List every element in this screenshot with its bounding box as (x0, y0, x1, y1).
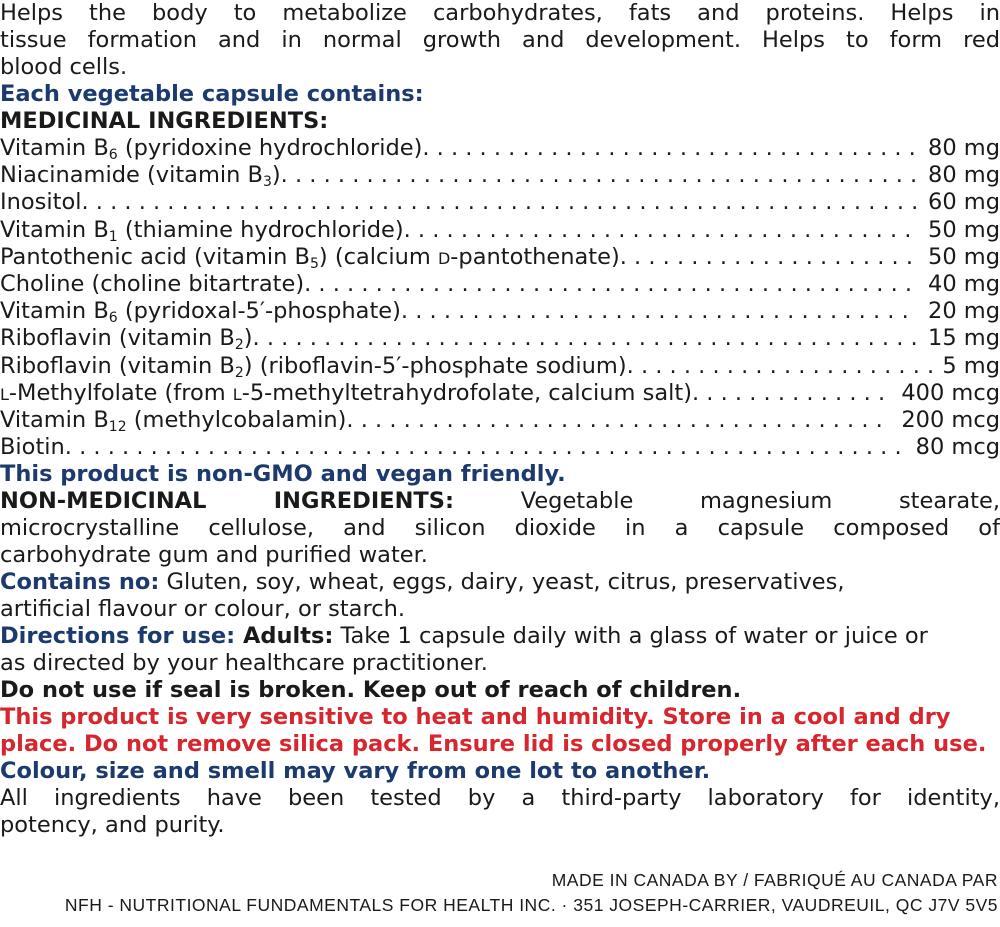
dot-leader (304, 271, 918, 298)
dot-leader (281, 162, 918, 189)
ingredient-name: Vitamin $B_1$ (thiamine hydrochloride) (0, 216, 404, 245)
ingredient-row (0, 189, 1000, 216)
ingredient-row (0, 244, 1000, 271)
ingredient-name: Riboflavin (vitamin $B_2$) (0, 325, 253, 354)
ingredient-name: Niacinamide (vitamin $B_3$) (0, 162, 281, 191)
dot-leader (627, 353, 933, 380)
dot-leader (65, 434, 906, 461)
ingredient-amount: 40 mg (928, 270, 1000, 297)
ingredient-amount: 80 mg (928, 135, 1000, 161)
testing-statement (0, 785, 1000, 839)
ingredient-amount: 20 mg (928, 298, 1000, 325)
ingredient-row (0, 162, 1000, 189)
dot-leader (404, 217, 918, 244)
contains-no-heading: Contains no: (0, 569, 160, 596)
dot-leader (692, 380, 891, 407)
ingredient-amount: 5 mg (942, 352, 1000, 379)
ingredient-amount: 60 mg (928, 189, 1000, 216)
ingredient-name: Vitamin $B_{12}$ (methylcobalamin) (0, 406, 347, 435)
dot-leader (401, 298, 918, 325)
made-in-canada: MADE IN CANADA BY / FABRIQUÉ AU CANADA PAR (551, 870, 998, 890)
testing-line: All ingredients have been tested by a third-party laboratory for identity, (0, 785, 1000, 812)
directions-for-use (0, 623, 1000, 677)
ingredient-amount: 80 mcg (915, 434, 1000, 461)
ingredient-name: Vitamin $B_6$ (pyridoxal-5′-phosphate) (0, 298, 401, 327)
non-medicinal-heading: NON-MEDICINAL INGREDIENTS: (0, 488, 454, 515)
ingredient-name: Vitamin $B_6$ (pyridoxine hydrochloride) (0, 135, 423, 163)
non-medicinal-ingredients (0, 488, 1000, 569)
heat-warning (0, 704, 1000, 758)
non-medicinal-line: NON-MEDICINAL INGREDIENTS: Vegetable magnesium stearate, (0, 488, 1000, 515)
ingredient-row (0, 380, 1000, 407)
ingredient-name: Biotin (0, 434, 65, 461)
intro-line: blood cells. (0, 54, 128, 80)
ingredient-list (0, 135, 1000, 461)
colour-note: Colour, size and smell may vary from one lot to another. (0, 758, 711, 785)
ingredient-name: Riboflavin (vitamin $B_2$) (riboflavin-5′-phosphate sodium) (0, 352, 627, 381)
contains-no (0, 569, 1000, 623)
ingredient-row (0, 407, 1000, 434)
dot-leader (346, 407, 891, 434)
directions-line: as directed by your healthcare practitioner. (0, 650, 488, 677)
ingredient-amount: 50 mg (928, 216, 1000, 243)
ingredient-row (0, 217, 1000, 244)
directions-line: Directions for use: Adults: Take 1 capsule daily with a glass of water or juice or (0, 623, 928, 650)
ingredient-row (0, 271, 1000, 298)
ingredient-row (0, 135, 1000, 162)
non-gmo-statement: This product is non-GMO and vegan friendly. (0, 461, 566, 488)
heat-warning-line: place. Do not remove silica pack. Ensure lid is closed properly after each use. (0, 731, 987, 758)
ingredient-name: Inositol (0, 189, 82, 216)
ingredient-amount: 50 mg (928, 243, 1000, 270)
manufacturer-address: NFH - NUTRITIONAL FUNDAMENTALS FOR HEALTH INC. · 351 JOSEPH-CARRIER, VAUDREUIL, QC J7V 5V5 (64, 895, 998, 915)
seal-warning: Do not use if seal is broken. Keep out of reach of children. (0, 677, 742, 704)
intro-text (0, 0, 1000, 81)
dot-leader (620, 244, 918, 271)
medicinal-ingredients-heading: MEDICINAL INGREDIENTS: (0, 108, 329, 134)
ingredient-name: L-Methylfolate (from L-5-methyltetrahydrofolate, calcium salt) (0, 379, 692, 406)
intro-line: tissue formation and in normal growth and development. Helps to form red (0, 27, 1000, 53)
non-medicinal-line: carbohydrate gum and purified water. (0, 542, 428, 569)
ingredient-row (0, 353, 1000, 380)
ingredient-amount: 15 mg (928, 325, 1000, 352)
ingredient-name: Choline (choline bitartrate) (0, 270, 305, 297)
adults-label: Adults: (235, 623, 334, 650)
dot-leader (422, 135, 918, 162)
ingredient-amount: 200 mcg (901, 406, 1000, 433)
dot-leader (81, 189, 918, 216)
each-capsule-heading: Each vegetable capsule contains: (0, 81, 424, 107)
contains-no-line: Contains no: Gluten, soy, wheat, eggs, dairy, yeast, citrus, preservatives, (0, 569, 845, 596)
ingredient-row (0, 434, 1000, 461)
ingredient-amount: 80 mg (928, 162, 1000, 189)
ingredient-name: Pantothenic acid (vitamin $B_5$) (calcium D-pantothenate) (0, 243, 620, 272)
ingredient-amount: 400 mcg (901, 379, 1000, 406)
directions-heading: Directions for use: (0, 623, 236, 650)
intro-line: Helps the body to metabolize carbohydrates, fats and proteins. Helps in (0, 0, 1000, 26)
non-medicinal-line: microcrystalline cellulose, and silicon dioxide in a capsule composed of (0, 515, 1000, 542)
dot-leader (253, 325, 918, 352)
heat-warning-line: This product is very sensitive to heat and humidity. Store in a cool and dry (0, 704, 951, 731)
ingredient-row (0, 298, 1000, 325)
testing-line: potency, and purity. (0, 812, 225, 839)
ingredient-row (0, 325, 1000, 352)
contains-no-line: artificial flavour or colour, or starch. (0, 596, 405, 623)
